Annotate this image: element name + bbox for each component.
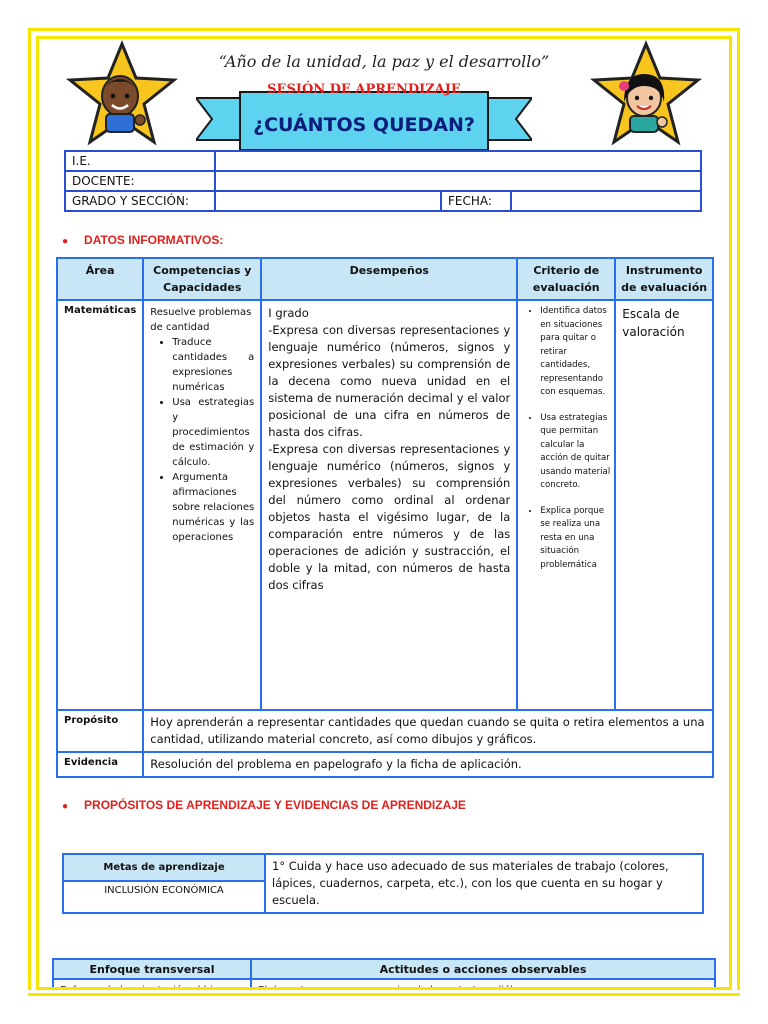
grado-label: GRADO Y SECCIÓN: [65,191,215,211]
criterio-cell [517,300,615,710]
outer-frame-bottom [28,993,740,996]
proposito-label: Propósito [57,710,143,752]
section-datos-title: DATOS INFORMATIVOS: [84,233,224,247]
list-item: • Traduce cantidades a expresiones numéricas [172,335,254,395]
bullet-icon: ● [62,236,69,247]
header-instrumento: Instrumento de evaluación [615,258,713,300]
proposito-text: Hoy aprenderán a representar cantidades que quedan cuando se quita o retira elementos a una cantidad, utilizando material concreto, así como dibujos y gráficos. [143,710,713,752]
desempeno-grade: I grado [268,306,309,320]
fecha-field[interactable] [511,191,701,211]
metas-table [62,853,704,914]
ie-label: I.E. [65,151,215,171]
instrumento-cell: Escala de valoración [615,300,713,710]
header-desempenos: Desempeños [261,258,517,300]
header-criterio: Criterio de evaluación [517,258,615,300]
enfoque-header: Enfoque transversal [53,959,251,979]
star-girl-icon [590,40,702,146]
metas-value: INCLUSIÓN ECONÓMICA [63,881,265,913]
fecha-label: FECHA: [441,191,511,211]
actitudes-header: Actitudes o acciones observables [251,959,715,979]
list-item: • Explica porque se realiza una resta en una situación problemática [540,505,610,573]
evidencia-text: Resolución del problema en papelografo y la ficha de aplicación. [143,752,713,777]
metas-text: 1° Cuida y hace uso adecuado de sus materiales de trabajo (colores, lápices, cuadernos, carpeta, etc.), con los que cuenta en su hogar y escuela. [265,854,703,913]
ie-field[interactable] [215,151,701,171]
metas-header: Metas de aprendizaje [63,854,265,881]
competencias-cell [143,300,261,710]
section-propositos-title: PROPÓSITOS DE APRENDIZAJE Y EVIDENCIAS DE APRENDIZAJE [84,798,466,812]
list-item: • Usa estrategias y procedimientos de estimación y cálculo. [172,395,254,470]
desempeno-item: -Expresa con diversas representaciones y lenguaje numérico (números, signos y expresiones verbales) su comprensión de la decena como nueva unidad en el sistema de numeración decimal y el valor posicional de una cifra en números de hasta dos cifras. [268,323,511,439]
competencias-table [56,257,714,778]
docente-field[interactable] [215,171,701,191]
title-banner [196,84,532,160]
header-competencias: Competencias y Capacidades [143,258,261,300]
list-item: • Usa estrategias que permitan calcular la acción de quitar usando material concreto. [540,412,610,493]
section-propositos-heading [62,798,466,812]
session-label: SESIÓN DE APRENDIZAJE [267,82,461,97]
section-datos-heading [62,233,223,247]
inner-frame-bottom [36,987,732,990]
capacidades-list [150,335,254,545]
info-table [64,150,702,212]
criterios-list [522,305,610,572]
docente-label: DOCENTE: [65,171,215,191]
page-title: ¿CUÁNTOS QUEDAN? [253,114,475,136]
list-item: • Argumenta afirmaciones sobre relaciones numéricas y las operaciones [172,470,254,545]
desempeno-item: -Expresa con diversas representaciones y lenguaje numérico (números, signos y expresiones verbales) su comprensión del número como ordinal al ordenar objetos hasta el vigésimo lugar, de la comparación entre números y de las operaciones de adición y sustracción, el doble y la mitad, con números de hasta dos cifras [268,442,511,592]
area-cell: Matemáticas [57,300,143,710]
bullet-icon: ● [62,801,69,812]
competencia-intro: Resuelve problemas de cantidad [150,307,252,333]
desempenos-cell [261,300,517,710]
grado-field[interactable] [215,191,441,211]
star-boy-icon [66,40,178,146]
list-item: • Identifica datos en situaciones para quitar o retirar cantidades, representando con esquemas. [540,305,610,400]
evidencia-label: Evidencia [57,752,143,777]
header-area: Área [57,258,143,300]
motto-text: “Año de la unidad, la paz y el desarrollo” [218,52,550,71]
